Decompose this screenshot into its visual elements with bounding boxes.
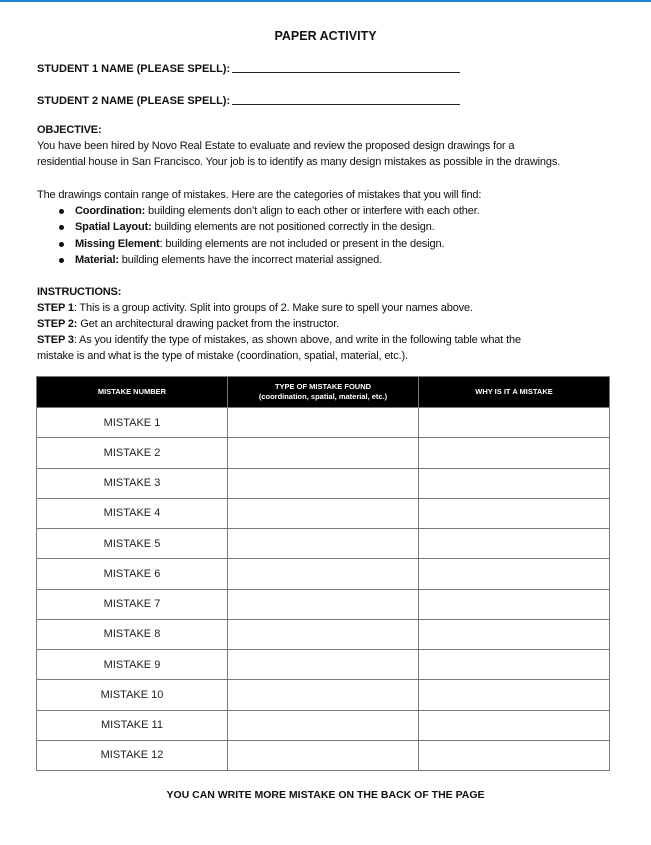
student-1-name-field: [37, 63, 460, 75]
student-2-name-blank[interactable]: [232, 104, 460, 105]
category-item-missing-element: Missing Element: building elements are not included or present in the design.: [37, 236, 480, 252]
bullet-icon: [59, 258, 64, 263]
table-row: [37, 498, 610, 528]
mistake-type-cell[interactable]: [228, 680, 419, 710]
mistakes-table: [36, 376, 610, 771]
footer-note: YOU CAN WRITE MORE MISTAKE ON THE BACK OF THE PAGE: [166, 789, 485, 801]
mistake-type-cell[interactable]: [228, 498, 419, 528]
mistake-number-cell: MISTAKE 8: [37, 619, 228, 649]
mistake-why-cell[interactable]: [419, 589, 610, 619]
mistake-type-cell[interactable]: [228, 559, 419, 589]
table-row: [37, 589, 610, 619]
student-1-name-label: STUDENT 1 NAME (PLEASE SPELL):: [37, 63, 231, 75]
student-2-name-label: STUDENT 2 NAME (PLEASE SPELL):: [37, 95, 231, 107]
student-1-name-blank[interactable]: [232, 72, 460, 73]
mistake-why-cell[interactable]: [419, 559, 610, 589]
mistake-type-cell[interactable]: [228, 589, 419, 619]
table-row: [37, 710, 610, 740]
mistake-type-cell[interactable]: [228, 468, 419, 498]
student-2-name-field: [37, 95, 460, 107]
bullet-icon: [59, 209, 64, 214]
mistake-why-cell[interactable]: [419, 650, 610, 680]
category-item-material: Material: building elements have the incorrect material assigned.: [37, 252, 480, 268]
mistake-type-cell[interactable]: [228, 619, 419, 649]
mistake-number-cell: MISTAKE 9: [37, 650, 228, 680]
mistake-number-cell: MISTAKE 6: [37, 559, 228, 589]
instructions-heading: INSTRUCTIONS:: [37, 286, 122, 298]
header-type-of-mistake: TYPE OF MISTAKE FOUND (coordination, spatial, material, etc.): [228, 377, 419, 408]
header-mistake-number: MISTAKE NUMBER: [37, 377, 228, 408]
mistake-why-cell[interactable]: [419, 619, 610, 649]
bullet-icon: [59, 242, 64, 247]
mistake-why-cell[interactable]: [419, 529, 610, 559]
table-row: [37, 559, 610, 589]
instruction-step-3-continued: mistake is and what is the type of mistake (coordination, spatial, material, etc.).: [37, 350, 408, 362]
objective-heading: OBJECTIVE:: [37, 124, 102, 136]
table-row: [37, 408, 610, 438]
table-header-row: [37, 377, 610, 408]
bullet-icon: [59, 225, 64, 230]
mistake-why-cell[interactable]: [419, 710, 610, 740]
header-why-mistake: WHY IS IT A MISTAKE: [419, 377, 610, 408]
mistake-type-cell[interactable]: [228, 710, 419, 740]
instruction-step-2: STEP 2: Get an architectural drawing packet from the instructor.: [37, 318, 340, 330]
mistake-why-cell[interactable]: [419, 408, 610, 438]
mistake-type-cell[interactable]: [228, 529, 419, 559]
mistake-why-cell[interactable]: [419, 498, 610, 528]
instruction-step-1: STEP 1: This is a group activity. Split into groups of 2. Make sure to spell your names above.: [37, 302, 473, 314]
mistake-number-cell: MISTAKE 4: [37, 498, 228, 528]
mistake-why-cell[interactable]: [419, 740, 610, 770]
top-accent-rule: [0, 0, 651, 2]
mistake-number-cell: MISTAKE 2: [37, 438, 228, 468]
mistake-why-cell[interactable]: [419, 680, 610, 710]
objective-line-2: residential house in San Francisco. Your job is to identify as many design mistakes as possible in the drawings.: [37, 156, 561, 168]
mistake-number-cell: MISTAKE 12: [37, 740, 228, 770]
mistake-number-cell: MISTAKE 3: [37, 468, 228, 498]
mistake-why-cell[interactable]: [419, 468, 610, 498]
page-title: PAPER ACTIVITY: [274, 29, 377, 43]
category-item-coordination: Coordination: building elements don’t align to each other or interfere with each other.: [37, 203, 480, 219]
table-row: [37, 740, 610, 770]
mistake-why-cell[interactable]: [419, 438, 610, 468]
mistake-categories-list: [37, 203, 480, 268]
mistake-number-cell: MISTAKE 7: [37, 589, 228, 619]
table-row: [37, 619, 610, 649]
categories-intro: The drawings contain range of mistakes. Here are the categories of mistakes that you will find:: [37, 189, 482, 201]
mistake-type-cell[interactable]: [228, 408, 419, 438]
table-row: [37, 438, 610, 468]
table-row: [37, 529, 610, 559]
table-row: [37, 650, 610, 680]
category-item-spatial-layout: Spatial Layout: building elements are not positioned correctly in the design.: [37, 219, 480, 235]
mistake-type-cell[interactable]: [228, 438, 419, 468]
table-row: [37, 468, 610, 498]
mistake-type-cell[interactable]: [228, 740, 419, 770]
mistake-number-cell: MISTAKE 1: [37, 408, 228, 438]
objective-line-1: You have been hired by Novo Real Estate to evaluate and review the proposed design drawings for a: [37, 140, 515, 152]
mistake-number-cell: MISTAKE 11: [37, 710, 228, 740]
instruction-step-3: STEP 3: As you identify the type of mistakes, as shown above, and write in the following table what the: [37, 334, 521, 346]
table-row: [37, 680, 610, 710]
mistake-type-cell[interactable]: [228, 650, 419, 680]
mistake-number-cell: MISTAKE 5: [37, 529, 228, 559]
mistake-number-cell: MISTAKE 10: [37, 680, 228, 710]
